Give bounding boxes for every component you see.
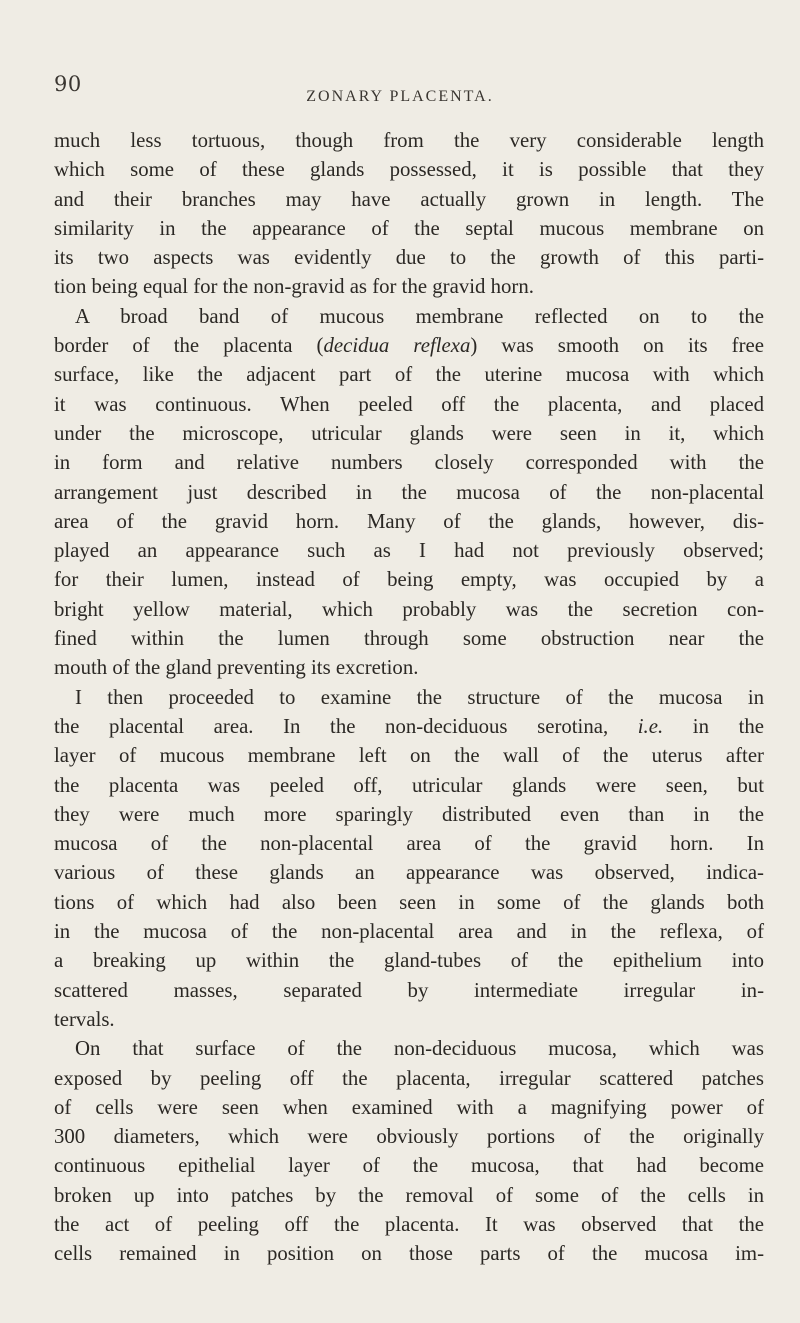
text-line: On that surface of the non-deciduous mucosa, which was	[75, 1037, 764, 1061]
text-line	[54, 712, 764, 741]
text-line: it was continuous. When peeled off the placenta, and placed	[54, 392, 764, 416]
body-text	[54, 126, 764, 1269]
text-line: its two aspects was evidently due to the growth of this parti-	[54, 246, 764, 270]
text-line: of cells were seen when examined with a magnifying power of	[54, 1095, 764, 1119]
text-line: in form and relative numbers closely corresponded with the	[54, 451, 764, 475]
text-line: for their lumen, instead of being empty, was occupied by a	[54, 568, 764, 592]
text-line: fined within the lumen through some obstruction near the	[54, 627, 764, 651]
text-line: area of the gravid horn. Many of the glands, however, dis-	[54, 509, 764, 533]
text-line: surface, like the adjacent part of the uterine mucosa with which	[54, 363, 764, 387]
text-fragment: in the	[663, 714, 764, 738]
text-line: cells remained in position on those parts of the mucosa im-	[54, 1242, 764, 1266]
page-number: 90	[54, 72, 82, 96]
text-line: tions of which had also been seen in some of the glands both	[54, 890, 764, 914]
text-line: a breaking up within the gland-tubes of the epithelium into	[54, 949, 764, 973]
text-line: mouth of the gland preventing its excretion.	[54, 656, 419, 680]
text-line: the act of peeling off the placenta. It was observed that the	[54, 1212, 764, 1236]
text-line: similarity in the appearance of the septal mucous membrane on	[54, 216, 764, 240]
text-line: they were much more sparingly distributed even than in the	[54, 802, 764, 826]
text-line: the placenta was peeled off, utricular glands were seen, but	[54, 773, 764, 797]
text-line: A broad band of mucous membrane reflected on to the	[75, 304, 764, 328]
text-line: played an appearance such as I had not previously observed;	[54, 539, 764, 563]
text-line: various of these glands an appearance was observed, indica-	[54, 861, 764, 885]
text-fragment: border of the placenta (	[54, 334, 324, 358]
text-line: tion being equal for the non-gravid as for the gravid horn.	[54, 275, 534, 299]
text-line: scattered masses, separated by intermediate irregular in-	[54, 978, 764, 1002]
text-line: under the microscope, utricular glands were seen in it, which	[54, 421, 764, 445]
text-line	[54, 331, 764, 360]
italic-term: i.e.	[637, 714, 664, 738]
italic-term: decidua reflexa	[323, 334, 471, 358]
text-line: 300 diameters, which were obviously portions of the originally	[54, 1125, 764, 1149]
text-line: arrangement just described in the mucosa of the non-placental	[54, 480, 764, 504]
text-line: which some of these glands possessed, it is possible that they	[54, 158, 764, 182]
text-line: in the mucosa of the non-placental area and in the reflexa, of	[54, 920, 764, 944]
text-fragment: ) was smooth on its free	[470, 334, 764, 358]
text-line: much less tortuous, though from the very considerable length	[54, 129, 764, 152]
text-line: exposed by peeling off the placenta, irregular scattered patches	[54, 1066, 764, 1090]
text-line: and their branches may have actually grown in length. The	[54, 187, 764, 211]
running-title: ZONARY PLACENTA.	[306, 88, 494, 105]
text-line: mucosa of the non-placental area of the gravid horn. In	[54, 832, 764, 856]
text-line: continuous epithelial layer of the mucosa, that had become	[54, 1154, 764, 1178]
text-line: bright yellow material, which probably was the secretion con-	[54, 597, 764, 621]
text-line: broken up into patches by the removal of some of the cells in	[54, 1183, 764, 1207]
text-fragment: the placental area. In the non-deciduous serotina,	[54, 714, 638, 738]
text-line: tervals.	[54, 1007, 115, 1031]
text-line: I then proceeded to examine the structure of the mucosa in	[75, 685, 764, 709]
text-line: layer of mucous membrane left on the wall of the uterus after	[54, 744, 764, 768]
